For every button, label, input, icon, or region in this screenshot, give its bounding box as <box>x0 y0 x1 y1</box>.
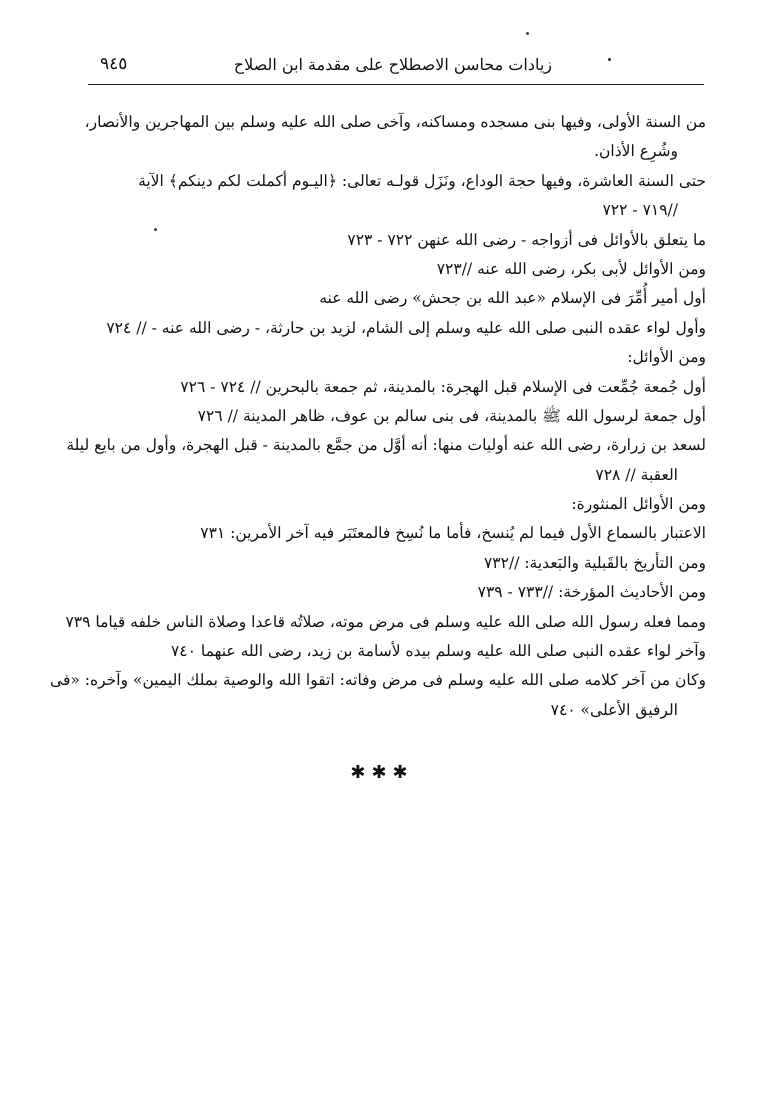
text-line: ومن الأوائل: <box>627 348 706 367</box>
body-text <box>50 108 706 725</box>
header-dot-mark <box>608 58 611 61</box>
running-title: زيادات محاسن الاصطلاح على مقدمة ابن الصلاح <box>233 55 552 74</box>
text-line: وأول لواء عقده النبى صلى الله عليه وسلم إلى الشام، لزيد بن حارثة، - رضى الله عنه - // ٧٢٤ <box>106 318 706 337</box>
text-line: وكان من آخر كلامه صلى الله عليه وسلم فى مرض وفاته: اتقوا الله والوصية بملك اليمين» وآخره: «فى <box>50 671 706 690</box>
text-line: أول جمعة لرسول الله ﷺ بالمدينة، فى بنى سالم بن عوف، ظاهر المدينة // ٧٢٦ <box>197 406 706 425</box>
text-line: أول جُمعة جُمِّعت فى الإسلام قبل الهجرة: بالمدينة، ثم جمعة بالبحرين // ٧٢٤ - ٧٢٦ <box>180 377 706 396</box>
text-line: //٧١٩ - ٧٢٢ <box>602 201 678 220</box>
text-line: وشُرِع الأذان. <box>594 142 678 161</box>
text-line: ومن الأوائل لأبى بكر، رضى الله عنه //٧٢٣ <box>436 259 706 278</box>
text-line: حتى السنة العاشرة، وفيها حجة الوداع، ونَزَل قولـه تعالى: ﴿اليـوم أكملت لكم دينكم﴾ الآية <box>138 171 706 190</box>
text-line: أول أمير أُمِّرَ فى الإسلام «عبد الله بن جحش» رضى الله عنه <box>319 289 706 308</box>
text-line: وآخر لواء عقده النبى صلى الله عليه وسلم بيده لأسامة بن زيد، رضى الله عنهما ٧٤٠ <box>170 642 706 661</box>
text-line: ومن التأريخ بالقَبلية والبَعدية: //٧٣٢ <box>483 553 706 572</box>
text-line: من السنة الأولى، وفيها بنى مسجده ومساكنه، وآخى صلى الله عليه وسلم بين المهاجرين والأنصار، <box>84 113 706 131</box>
text-line: ومما فعله رسول الله صلى الله عليه وسلم فى مرض موته، صلاتُه قاعدا وصلاة الناس خلفه قياما ٧٣٩ <box>65 612 706 631</box>
text-line: الرفيق الأعلى» ٧٤٠ <box>550 700 678 719</box>
text-line: ما يتعلق بالأوائل فى أزواجه - رضى الله عنهن ٧٢٢ - ٧٢٣ <box>347 230 706 249</box>
text-line: العقبة // ٧٢٨ <box>595 465 678 484</box>
stray-ink-mark <box>526 32 529 35</box>
text-line: لسعد بن زرارة، رضى الله عنه أوليات منها: أنه أوَّل من جمَّع بالمدينة - قبل الهجرة، وأول من بايع ليلة <box>66 436 706 455</box>
text-line: الاعتبار بالسماع الأول فيما لم يُنسخ، فأما ما نُسِخ فالمعتَبَر فيه آخر الأمرين: ٧٣١ <box>200 524 706 543</box>
page-number: ٩٤٥ <box>100 54 128 74</box>
page-header <box>88 48 704 85</box>
section-end-ornament: ✱✱✱ <box>350 762 414 783</box>
text-line: ومن الأحاديث المؤرخة: //٧٣٣ - ٧٣٩ <box>477 583 706 602</box>
text-line: ومن الأوائل المنثورة: <box>571 495 706 514</box>
